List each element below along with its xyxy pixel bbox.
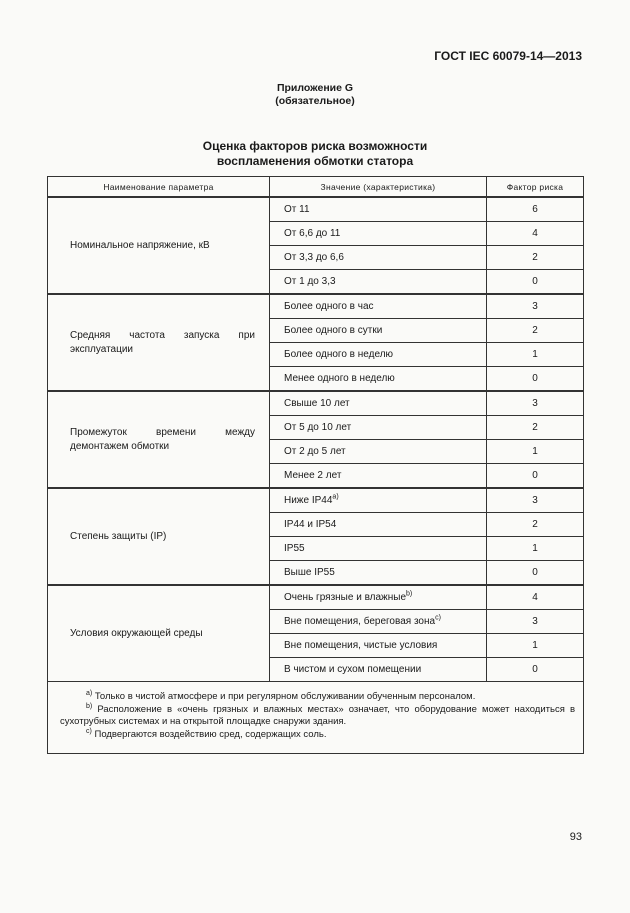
table-header-row: [48, 177, 584, 198]
value-text: Более одного в час: [284, 301, 374, 312]
value-text: Вне помещения, чистые условия: [284, 640, 438, 651]
footnote-text: Только в чистой атмосфере и при регулярном обслуживании обученным персоналом.: [94, 691, 476, 702]
table-title-line-2: воспламенения обмотки статора: [216, 154, 414, 168]
footnote-reference: a): [332, 493, 339, 501]
value-text: IP55: [284, 543, 305, 554]
footnote-a: [60, 691, 575, 704]
risk-factor-cell: 2: [487, 513, 584, 537]
value-text: От 11: [284, 204, 310, 215]
table-row: [48, 488, 584, 513]
table-body: [48, 197, 584, 682]
value-text: Ниже IP44: [284, 495, 333, 506]
risk-factor-cell: 1: [487, 440, 584, 464]
value-text: От 2 до 5 лет: [284, 446, 346, 457]
risk-factor-cell: 2: [487, 416, 584, 440]
value-cell: [270, 319, 487, 343]
parameter-cell: Промежуток времени между демонтажем обмотки: [48, 391, 270, 488]
footnote-text: Расположение в «очень грязных и влажных местах» означает, что оборудование может находиться в сухотрубных системах и на открытой площадке снаружи здания.: [60, 703, 575, 727]
risk-factor-cell: 1: [487, 343, 584, 367]
risk-factor-cell: 6: [487, 197, 584, 222]
risk-factor-cell: 3: [487, 391, 584, 416]
risk-factor-cell: 2: [487, 246, 584, 270]
value-cell: [270, 343, 487, 367]
risk-factor-cell: 1: [487, 634, 584, 658]
footnote-b: [60, 704, 575, 729]
value-text: Выше IP55: [284, 567, 335, 578]
value-text: От 3,3 до 6,6: [284, 252, 344, 263]
parameter-cell: Номинальное напряжение, кВ: [48, 197, 270, 294]
value-text: От 5 до 10 лет: [284, 422, 352, 433]
table-row: [48, 585, 584, 610]
notes-row: [48, 682, 584, 754]
header-parameter: Наименование параметра: [48, 177, 270, 198]
value-text: Вне помещения, береговая зона: [284, 616, 436, 627]
header-risk-factor: Фактор риска: [487, 177, 584, 198]
footnote-reference: b): [406, 590, 413, 598]
value-text: IP44 и IP54: [284, 519, 337, 530]
value-cell: [270, 464, 487, 489]
value-text: От 6,6 до 11: [284, 228, 341, 239]
parameter-cell: Условия окружающей среды: [48, 585, 270, 682]
value-text: Более одного в сутки: [284, 325, 383, 336]
parameter-cell: Средняя частота запуска при эксплуатации: [48, 294, 270, 391]
risk-factor-cell: 3: [487, 488, 584, 513]
value-text: Свыше 10 лет: [284, 398, 350, 409]
value-cell: [270, 367, 487, 392]
risk-factor-cell: 0: [487, 270, 584, 295]
footnote-text: Подвергаются воздействию сред, содержащих соль.: [94, 728, 327, 740]
risk-factor-cell: 0: [487, 367, 584, 392]
table-row: [48, 294, 584, 319]
standard-code: ГОСТ IEC 60079-14—2013: [434, 49, 582, 63]
table-row: [48, 197, 584, 222]
footnote-mark: b): [86, 702, 93, 710]
value-cell: [270, 585, 487, 610]
footnote-c: [60, 729, 575, 742]
annex-status: (обязательное): [275, 95, 355, 107]
risk-factor-cell: 0: [487, 561, 584, 586]
value-cell: [270, 270, 487, 295]
value-text: Менее 2 лет: [284, 470, 342, 481]
parameter-cell: Степень защиты (IP): [48, 488, 270, 585]
risk-factor-cell: 0: [487, 658, 584, 682]
risk-factor-cell: 0: [487, 464, 584, 489]
value-cell: [270, 416, 487, 440]
value-cell: [270, 222, 487, 246]
risk-factor-cell: 3: [487, 294, 584, 319]
value-cell: [270, 440, 487, 464]
value-cell: [270, 197, 487, 222]
annex-heading: [0, 82, 630, 108]
value-cell: [270, 391, 487, 416]
table-title: [0, 139, 630, 169]
value-text: От 1 до 3,3: [284, 276, 336, 287]
value-text: Более одного в неделю: [284, 349, 394, 360]
page-number: 93: [569, 831, 582, 843]
header-value: Значение (характеристика): [270, 177, 487, 198]
risk-factor-cell: 4: [487, 222, 584, 246]
risk-factor-table: [47, 176, 584, 754]
value-text: Очень грязные и влажные: [284, 592, 407, 603]
value-cell: [270, 658, 487, 682]
value-cell: [270, 246, 487, 270]
table-row: [48, 391, 584, 416]
risk-factor-cell: 3: [487, 610, 584, 634]
value-cell: [270, 294, 487, 319]
footnote-mark: c): [86, 727, 92, 735]
value-text: В чистом и сухом помещении: [284, 664, 422, 675]
table-title-line-1: Оценка факторов риска возможности: [202, 139, 428, 153]
value-text: Менее одного в неделю: [284, 373, 395, 384]
footnotes: [48, 682, 584, 754]
value-cell: [270, 513, 487, 537]
value-cell: [270, 610, 487, 634]
risk-factor-cell: 2: [487, 319, 584, 343]
risk-factor-cell: 1: [487, 537, 584, 561]
value-cell: [270, 561, 487, 586]
footnote-mark: a): [86, 689, 93, 697]
value-cell: [270, 537, 487, 561]
annex-title: Приложение G: [276, 82, 354, 94]
value-cell: [270, 488, 487, 513]
value-cell: [270, 634, 487, 658]
risk-factor-cell: 4: [487, 585, 584, 610]
footnote-reference: c): [435, 614, 441, 622]
